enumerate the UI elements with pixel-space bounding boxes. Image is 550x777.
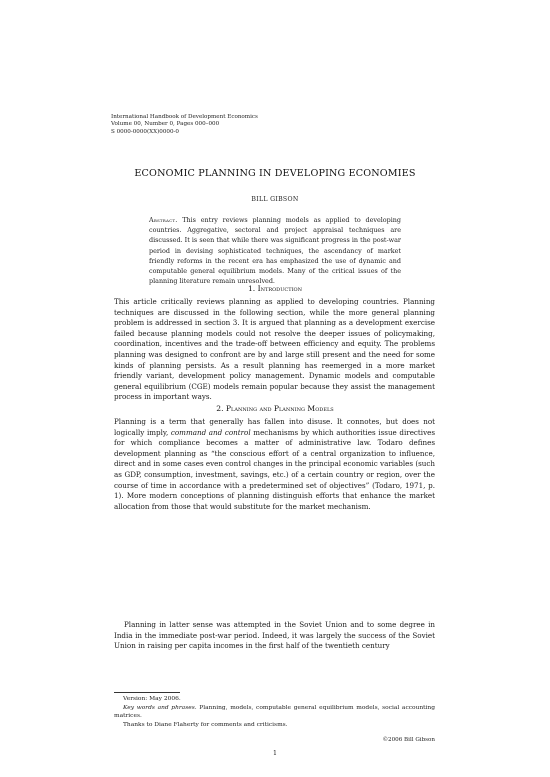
page-number: 1 [273,750,277,757]
journal-header [111,114,258,136]
planning-paragraph-1: Planning is a term that generally has fallen into disuse. It connotes, but does not logically imply, command and control mechanisms by which authorities issue directives for which compliance becomes a matter of administrative law. Todaro defines development planning as “the conscious effort of a central organization to influence, direct and in some cases even control changes in the principal economic variables (such as GDP, consumption, investment, savings, etc.) of a certain country or region, over the course of time in accordance with a predetermined set of objectives” (Todaro, 1971, p. 1). More modern conceptions of planning distinguish efforts that enhance the market allocation from those that would substitute for the market mechanism. [114,417,435,511]
footnote-rule [114,692,180,693]
footnotes [114,695,435,729]
paper-title: ECONOMIC PLANNING IN DEVELOPING ECONOMIES [134,168,416,179]
journal-name: International Handbook of Development Economics [111,114,258,120]
abstract-text: This entry reviews planning models as applied to developing countries. Aggregative, sectoral and project appraisal techniques are discussed. It is seen that while there was significant progress in the post-war period in devising sophisticated techniques, the ascendancy of market friendly reforms in the recent era has emphasized the use of dynamic and computable general equilibrium models. Many of the critical issues of the planning literature remain unresolved. [149,216,401,286]
footnote-version: Version: May 2006. [123,696,181,702]
journal-code: S 0000-0000(XX)0000-0 [111,128,179,135]
copyright-notice: ©2006 Bill Gibson [382,737,435,743]
paper-author: BILL GIBSON [251,196,299,203]
journal-volume: Volume 00, Number 0, Pages 000–000 [111,121,220,128]
section-heading-introduction: 1. Introduction [247,284,303,293]
section-heading-planning: 2. Planning and Planning Models [216,404,334,413]
footnote-thanks: Thanks to Diane Flaherty for comments and criticisms. [123,721,288,728]
introduction-paragraph: This article critically reviews planning as applied to developing countries. Planning techniques are discussed in the following section, while the more general planning problem is addressed in section 3. It is argued that planning as a development exercise failed because planning models could not resolve the deeper issues of policymaking, coordination, incentives and the trade-off between efficiency and equity. The problems planning was designed to confront are by and large still present and the need for some kinds of planning persists. As a result planning has reemerged in a more market friendly variant, development policy management. Dynamic models and computable general equilibrium (CGE) models remain popular because they assist the management process in important ways. [114,297,435,402]
abstract [149,215,401,286]
abstract-label: Abstract. [149,216,178,224]
emphasis-text: command and control [170,427,251,437]
footnote-keywords: Key words and phrases. Planning, models, computable general equilibrium models, social accounting matrices. [114,704,435,720]
planning-paragraph-2: Planning in latter sense was attempted in the Soviet Union and to some degree in India in the immediate post-war period. Indeed, it was largely the success of the Soviet Union in raising per capita incomes in the first half of the twentieth century [114,620,435,651]
